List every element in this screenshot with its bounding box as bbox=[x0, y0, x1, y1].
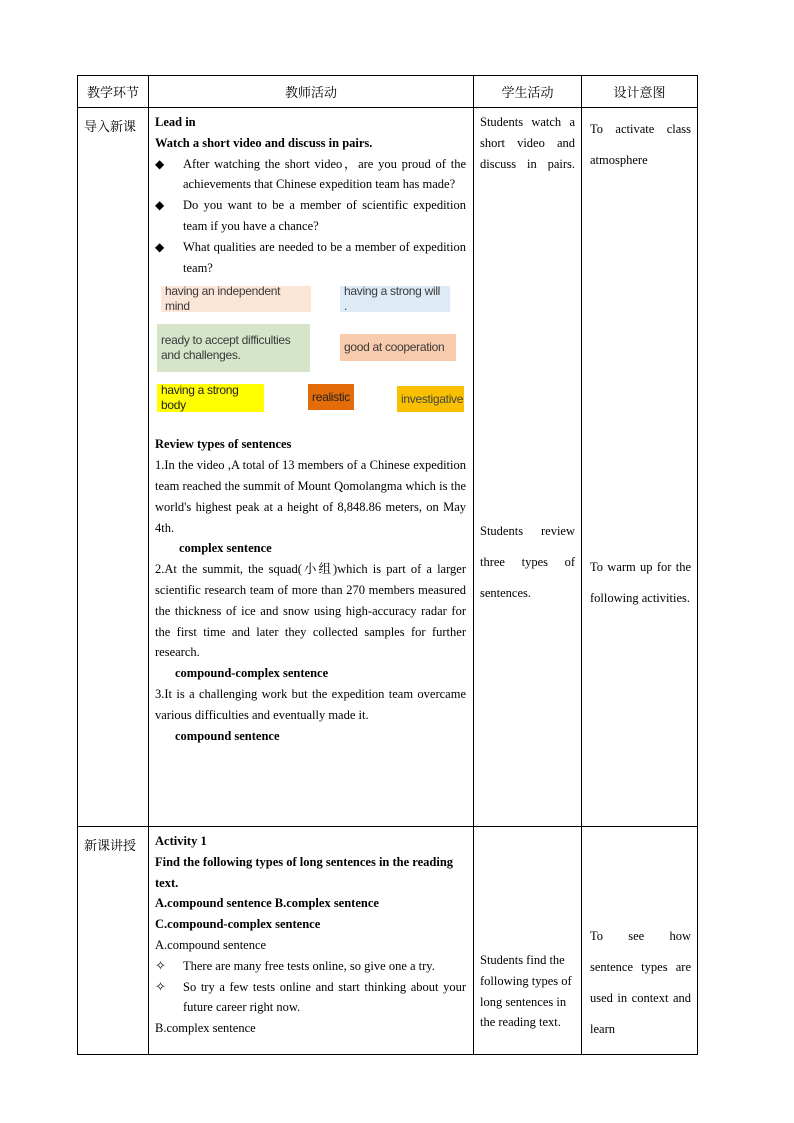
header-student-activity: 学生活动 bbox=[474, 76, 582, 108]
teacher-activity-cell bbox=[149, 827, 474, 1055]
example-sentence-1: 1.In the video ,A total of 13 members of a Chinese expedition team reached the summit of Mount Qomolangma which is the world's highest peak at a height of 8,848.86 meters, on May 4th. bbox=[155, 458, 466, 535]
student-activity-cell bbox=[474, 108, 582, 827]
list-item: ◆ Do you want to be a member of scientific expedition team if you have a chance? bbox=[155, 195, 466, 237]
lesson-plan-table bbox=[77, 75, 698, 1055]
quality-box: realistic bbox=[308, 384, 354, 410]
quality-box: good at cooperation bbox=[340, 334, 456, 361]
sentence-types-line: C.compound-complex sentence bbox=[155, 917, 321, 932]
design-intent-b: To warm up for the following activities. bbox=[590, 560, 691, 605]
stage-cell: 导入新课 bbox=[78, 108, 149, 827]
lead-in-title: Lead in bbox=[155, 115, 196, 129]
student-activity-cell bbox=[474, 827, 582, 1055]
header-row bbox=[78, 76, 698, 108]
header-stage: 教学环节 bbox=[78, 76, 149, 108]
design-intent-cell bbox=[582, 108, 698, 827]
example-list bbox=[155, 956, 466, 1018]
activity-task: Find the following types of long sentences in the reading text. bbox=[155, 854, 454, 890]
student-activity-b: Students review three types of sentences. bbox=[480, 524, 575, 601]
header-design-intent: 设计意图 bbox=[582, 76, 698, 108]
list-item: ✧ There are many free tests online, so give one a try. bbox=[155, 956, 466, 977]
sentence-type-label: complex sentence bbox=[179, 541, 272, 556]
stage-cell: 新课讲授 bbox=[78, 827, 149, 1055]
example-sentence-3: 3.It is a challenging work but the expedition team overcame various difficulties and eventually made it. bbox=[155, 686, 466, 722]
list-item: ◆ What qualities are needed to be a member of expedition team? bbox=[155, 237, 466, 279]
table-row bbox=[78, 108, 698, 827]
design-intent-cell bbox=[582, 827, 698, 1055]
sentence-type-label: compound-complex sentence bbox=[175, 666, 329, 681]
activity-title: Activity 1 bbox=[155, 834, 207, 848]
subheading-complex: B.complex sentence bbox=[155, 1021, 256, 1036]
review-title: Review types of sentences bbox=[155, 437, 292, 452]
qualities-boxes bbox=[155, 284, 466, 424]
question-list bbox=[155, 154, 466, 279]
quality-box: having a strong will . bbox=[340, 286, 450, 312]
quality-box: investigative bbox=[397, 386, 464, 412]
list-item: ◆ After watching the short video，are you proud of the achievements that Chinese expedition team has made? bbox=[155, 154, 466, 196]
student-activity-a: Students watch a short video and discuss in pairs. bbox=[480, 115, 575, 171]
student-activity-text: Students find the following types of long sentences in the reading text. bbox=[480, 953, 572, 1030]
design-intent-a: To activate class atmosphere bbox=[590, 122, 691, 167]
table-row bbox=[78, 827, 698, 1055]
quality-box: having an independent mind bbox=[161, 286, 311, 312]
sentence-type-label: compound sentence bbox=[175, 728, 280, 743]
quality-box: ready to accept difficulties and challenges. bbox=[157, 324, 310, 372]
sentence-types-line: A.compound sentence B.complex sentence bbox=[155, 896, 379, 911]
header-teacher-activity: 教师活动 bbox=[149, 76, 474, 108]
design-intent-text: To see how sentence types are used in context and learn bbox=[590, 929, 691, 1036]
teacher-activity-cell bbox=[149, 108, 474, 827]
list-item: ✧ So try a few tests online and start thinking about your future career right now. bbox=[155, 977, 466, 1019]
lead-in-task: Watch a short video and discuss in pairs. bbox=[155, 135, 373, 150]
example-sentence-2: 2.At the summit, the squad(小组)which is part of a larger scientific research team of more than 270 members measured the thickness of ice and snow using high-accuracy radar for the first time and later they collected samples for further research. bbox=[155, 562, 466, 660]
subheading-compound: A.compound sentence bbox=[155, 937, 267, 952]
quality-box: having a strong body bbox=[157, 384, 264, 412]
